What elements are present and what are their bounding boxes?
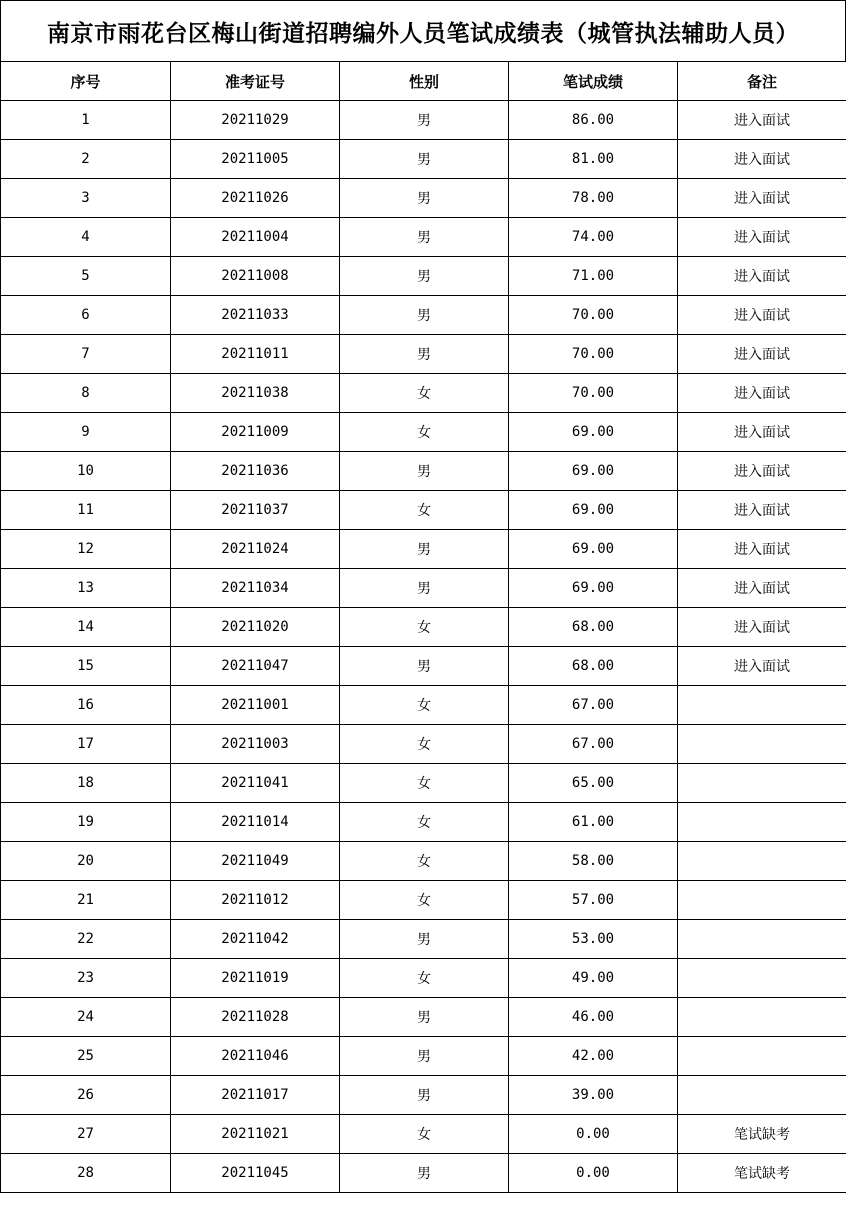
cell-score: 71.00	[509, 257, 678, 296]
cell-remark: 进入面试	[678, 413, 846, 452]
cell-exam-no: 20211004	[171, 218, 340, 257]
cell-remark	[678, 1037, 846, 1076]
cell-seq: 16	[1, 686, 171, 725]
cell-score: 46.00	[509, 998, 678, 1037]
cell-exam-no: 20211047	[171, 647, 340, 686]
cell-gender: 女	[340, 725, 509, 764]
cell-seq: 4	[1, 218, 171, 257]
cell-remark	[678, 920, 846, 959]
table-row	[1, 413, 846, 452]
cell-seq: 18	[1, 764, 171, 803]
cell-seq: 25	[1, 1037, 171, 1076]
table-row	[1, 803, 846, 842]
cell-score: 49.00	[509, 959, 678, 998]
table-row	[1, 296, 846, 335]
table-row	[1, 998, 846, 1037]
cell-score: 42.00	[509, 1037, 678, 1076]
cell-seq: 23	[1, 959, 171, 998]
cell-score: 86.00	[509, 101, 678, 140]
cell-gender: 女	[340, 764, 509, 803]
column-header-exam-no: 准考证号	[171, 62, 340, 101]
cell-seq: 11	[1, 491, 171, 530]
cell-score: 69.00	[509, 413, 678, 452]
cell-exam-no: 20211021	[171, 1115, 340, 1154]
table-row	[1, 725, 846, 764]
cell-gender: 女	[340, 881, 509, 920]
cell-seq: 28	[1, 1154, 171, 1193]
cell-seq: 17	[1, 725, 171, 764]
cell-score: 61.00	[509, 803, 678, 842]
cell-score: 68.00	[509, 647, 678, 686]
cell-score: 70.00	[509, 374, 678, 413]
table-row	[1, 374, 846, 413]
cell-remark	[678, 725, 846, 764]
cell-gender: 女	[340, 686, 509, 725]
cell-remark: 进入面试	[678, 569, 846, 608]
cell-score: 57.00	[509, 881, 678, 920]
cell-exam-no: 20211014	[171, 803, 340, 842]
table-row	[1, 140, 846, 179]
cell-score: 58.00	[509, 842, 678, 881]
cell-gender: 男	[340, 647, 509, 686]
column-header-remark: 备注	[678, 62, 846, 101]
score-table	[0, 61, 846, 1193]
cell-seq: 1	[1, 101, 171, 140]
page-title: 南京市雨花台区梅山街道招聘编外人员笔试成绩表（城管执法辅助人员）	[0, 0, 846, 61]
cell-seq: 7	[1, 335, 171, 374]
cell-remark: 笔试缺考	[678, 1115, 846, 1154]
cell-score: 67.00	[509, 686, 678, 725]
cell-seq: 3	[1, 179, 171, 218]
cell-exam-no: 20211024	[171, 530, 340, 569]
table-row	[1, 686, 846, 725]
cell-score: 68.00	[509, 608, 678, 647]
cell-exam-no: 20211005	[171, 140, 340, 179]
table-row	[1, 218, 846, 257]
table-row	[1, 1154, 846, 1193]
cell-remark: 进入面试	[678, 257, 846, 296]
table-row	[1, 647, 846, 686]
cell-gender: 男	[340, 998, 509, 1037]
cell-seq: 12	[1, 530, 171, 569]
cell-exam-no: 20211038	[171, 374, 340, 413]
table-row	[1, 608, 846, 647]
cell-remark: 进入面试	[678, 491, 846, 530]
cell-gender: 女	[340, 608, 509, 647]
cell-remark: 进入面试	[678, 296, 846, 335]
table-row	[1, 764, 846, 803]
table-row	[1, 959, 846, 998]
cell-seq: 9	[1, 413, 171, 452]
cell-score: 67.00	[509, 725, 678, 764]
cell-remark	[678, 842, 846, 881]
cell-exam-no: 20211034	[171, 569, 340, 608]
cell-score: 81.00	[509, 140, 678, 179]
cell-exam-no: 20211019	[171, 959, 340, 998]
cell-gender: 男	[340, 296, 509, 335]
cell-exam-no: 20211046	[171, 1037, 340, 1076]
cell-gender: 女	[340, 1115, 509, 1154]
cell-score: 39.00	[509, 1076, 678, 1115]
cell-gender: 女	[340, 374, 509, 413]
cell-score: 53.00	[509, 920, 678, 959]
cell-exam-no: 20211041	[171, 764, 340, 803]
cell-remark	[678, 686, 846, 725]
cell-seq: 10	[1, 452, 171, 491]
cell-gender: 男	[340, 140, 509, 179]
cell-exam-no: 20211033	[171, 296, 340, 335]
cell-gender: 男	[340, 257, 509, 296]
cell-exam-no: 20211045	[171, 1154, 340, 1193]
cell-seq: 2	[1, 140, 171, 179]
cell-exam-no: 20211009	[171, 413, 340, 452]
cell-exam-no: 20211008	[171, 257, 340, 296]
cell-remark: 笔试缺考	[678, 1154, 846, 1193]
cell-remark: 进入面试	[678, 140, 846, 179]
cell-gender: 男	[340, 101, 509, 140]
cell-exam-no: 20211017	[171, 1076, 340, 1115]
cell-gender: 女	[340, 413, 509, 452]
cell-remark	[678, 959, 846, 998]
table-row	[1, 491, 846, 530]
table-row	[1, 569, 846, 608]
cell-score: 78.00	[509, 179, 678, 218]
table-header	[1, 62, 846, 101]
cell-remark: 进入面试	[678, 530, 846, 569]
cell-score: 70.00	[509, 335, 678, 374]
table-row	[1, 179, 846, 218]
cell-seq: 20	[1, 842, 171, 881]
cell-gender: 男	[340, 1037, 509, 1076]
cell-remark: 进入面试	[678, 335, 846, 374]
cell-seq: 15	[1, 647, 171, 686]
cell-gender: 男	[340, 920, 509, 959]
table-row	[1, 1076, 846, 1115]
table-row	[1, 257, 846, 296]
cell-gender: 女	[340, 803, 509, 842]
cell-seq: 6	[1, 296, 171, 335]
cell-score: 65.00	[509, 764, 678, 803]
cell-gender: 女	[340, 842, 509, 881]
cell-exam-no: 20211029	[171, 101, 340, 140]
cell-seq: 13	[1, 569, 171, 608]
cell-remark	[678, 764, 846, 803]
cell-score: 69.00	[509, 491, 678, 530]
cell-seq: 14	[1, 608, 171, 647]
cell-seq: 8	[1, 374, 171, 413]
cell-seq: 27	[1, 1115, 171, 1154]
cell-remark: 进入面试	[678, 101, 846, 140]
cell-remark: 进入面试	[678, 218, 846, 257]
table-row	[1, 1115, 846, 1154]
table-row	[1, 842, 846, 881]
cell-gender: 男	[340, 218, 509, 257]
cell-exam-no: 20211042	[171, 920, 340, 959]
cell-exam-no: 20211011	[171, 335, 340, 374]
cell-seq: 26	[1, 1076, 171, 1115]
cell-seq: 5	[1, 257, 171, 296]
cell-remark	[678, 803, 846, 842]
table-row	[1, 335, 846, 374]
cell-exam-no: 20211020	[171, 608, 340, 647]
cell-remark: 进入面试	[678, 608, 846, 647]
cell-exam-no: 20211049	[171, 842, 340, 881]
cell-seq: 19	[1, 803, 171, 842]
cell-gender: 男	[340, 569, 509, 608]
cell-remark: 进入面试	[678, 179, 846, 218]
cell-gender: 女	[340, 959, 509, 998]
column-header-score: 笔试成绩	[509, 62, 678, 101]
cell-gender: 女	[340, 491, 509, 530]
cell-remark: 进入面试	[678, 452, 846, 491]
cell-seq: 24	[1, 998, 171, 1037]
cell-remark: 进入面试	[678, 374, 846, 413]
cell-exam-no: 20211012	[171, 881, 340, 920]
cell-gender: 男	[340, 530, 509, 569]
table-row	[1, 530, 846, 569]
cell-exam-no: 20211003	[171, 725, 340, 764]
column-header-seq: 序号	[1, 62, 171, 101]
table-row	[1, 920, 846, 959]
cell-exam-no: 20211026	[171, 179, 340, 218]
cell-gender: 男	[340, 335, 509, 374]
cell-exam-no: 20211028	[171, 998, 340, 1037]
cell-seq: 22	[1, 920, 171, 959]
cell-remark: 进入面试	[678, 647, 846, 686]
cell-gender: 男	[340, 1076, 509, 1115]
cell-gender: 男	[340, 179, 509, 218]
column-header-gender: 性别	[340, 62, 509, 101]
table-row	[1, 452, 846, 491]
cell-score: 69.00	[509, 530, 678, 569]
cell-score: 0.00	[509, 1115, 678, 1154]
cell-gender: 男	[340, 1154, 509, 1193]
cell-score: 69.00	[509, 569, 678, 608]
cell-exam-no: 20211037	[171, 491, 340, 530]
cell-seq: 21	[1, 881, 171, 920]
header-row	[1, 62, 846, 101]
table-body	[1, 101, 846, 1193]
cell-gender: 男	[340, 452, 509, 491]
cell-score: 0.00	[509, 1154, 678, 1193]
cell-score: 69.00	[509, 452, 678, 491]
cell-exam-no: 20211036	[171, 452, 340, 491]
cell-score: 70.00	[509, 296, 678, 335]
cell-remark	[678, 1076, 846, 1115]
table-row	[1, 1037, 846, 1076]
cell-exam-no: 20211001	[171, 686, 340, 725]
table-row	[1, 101, 846, 140]
cell-remark	[678, 998, 846, 1037]
cell-remark	[678, 881, 846, 920]
table-row	[1, 881, 846, 920]
cell-score: 74.00	[509, 218, 678, 257]
